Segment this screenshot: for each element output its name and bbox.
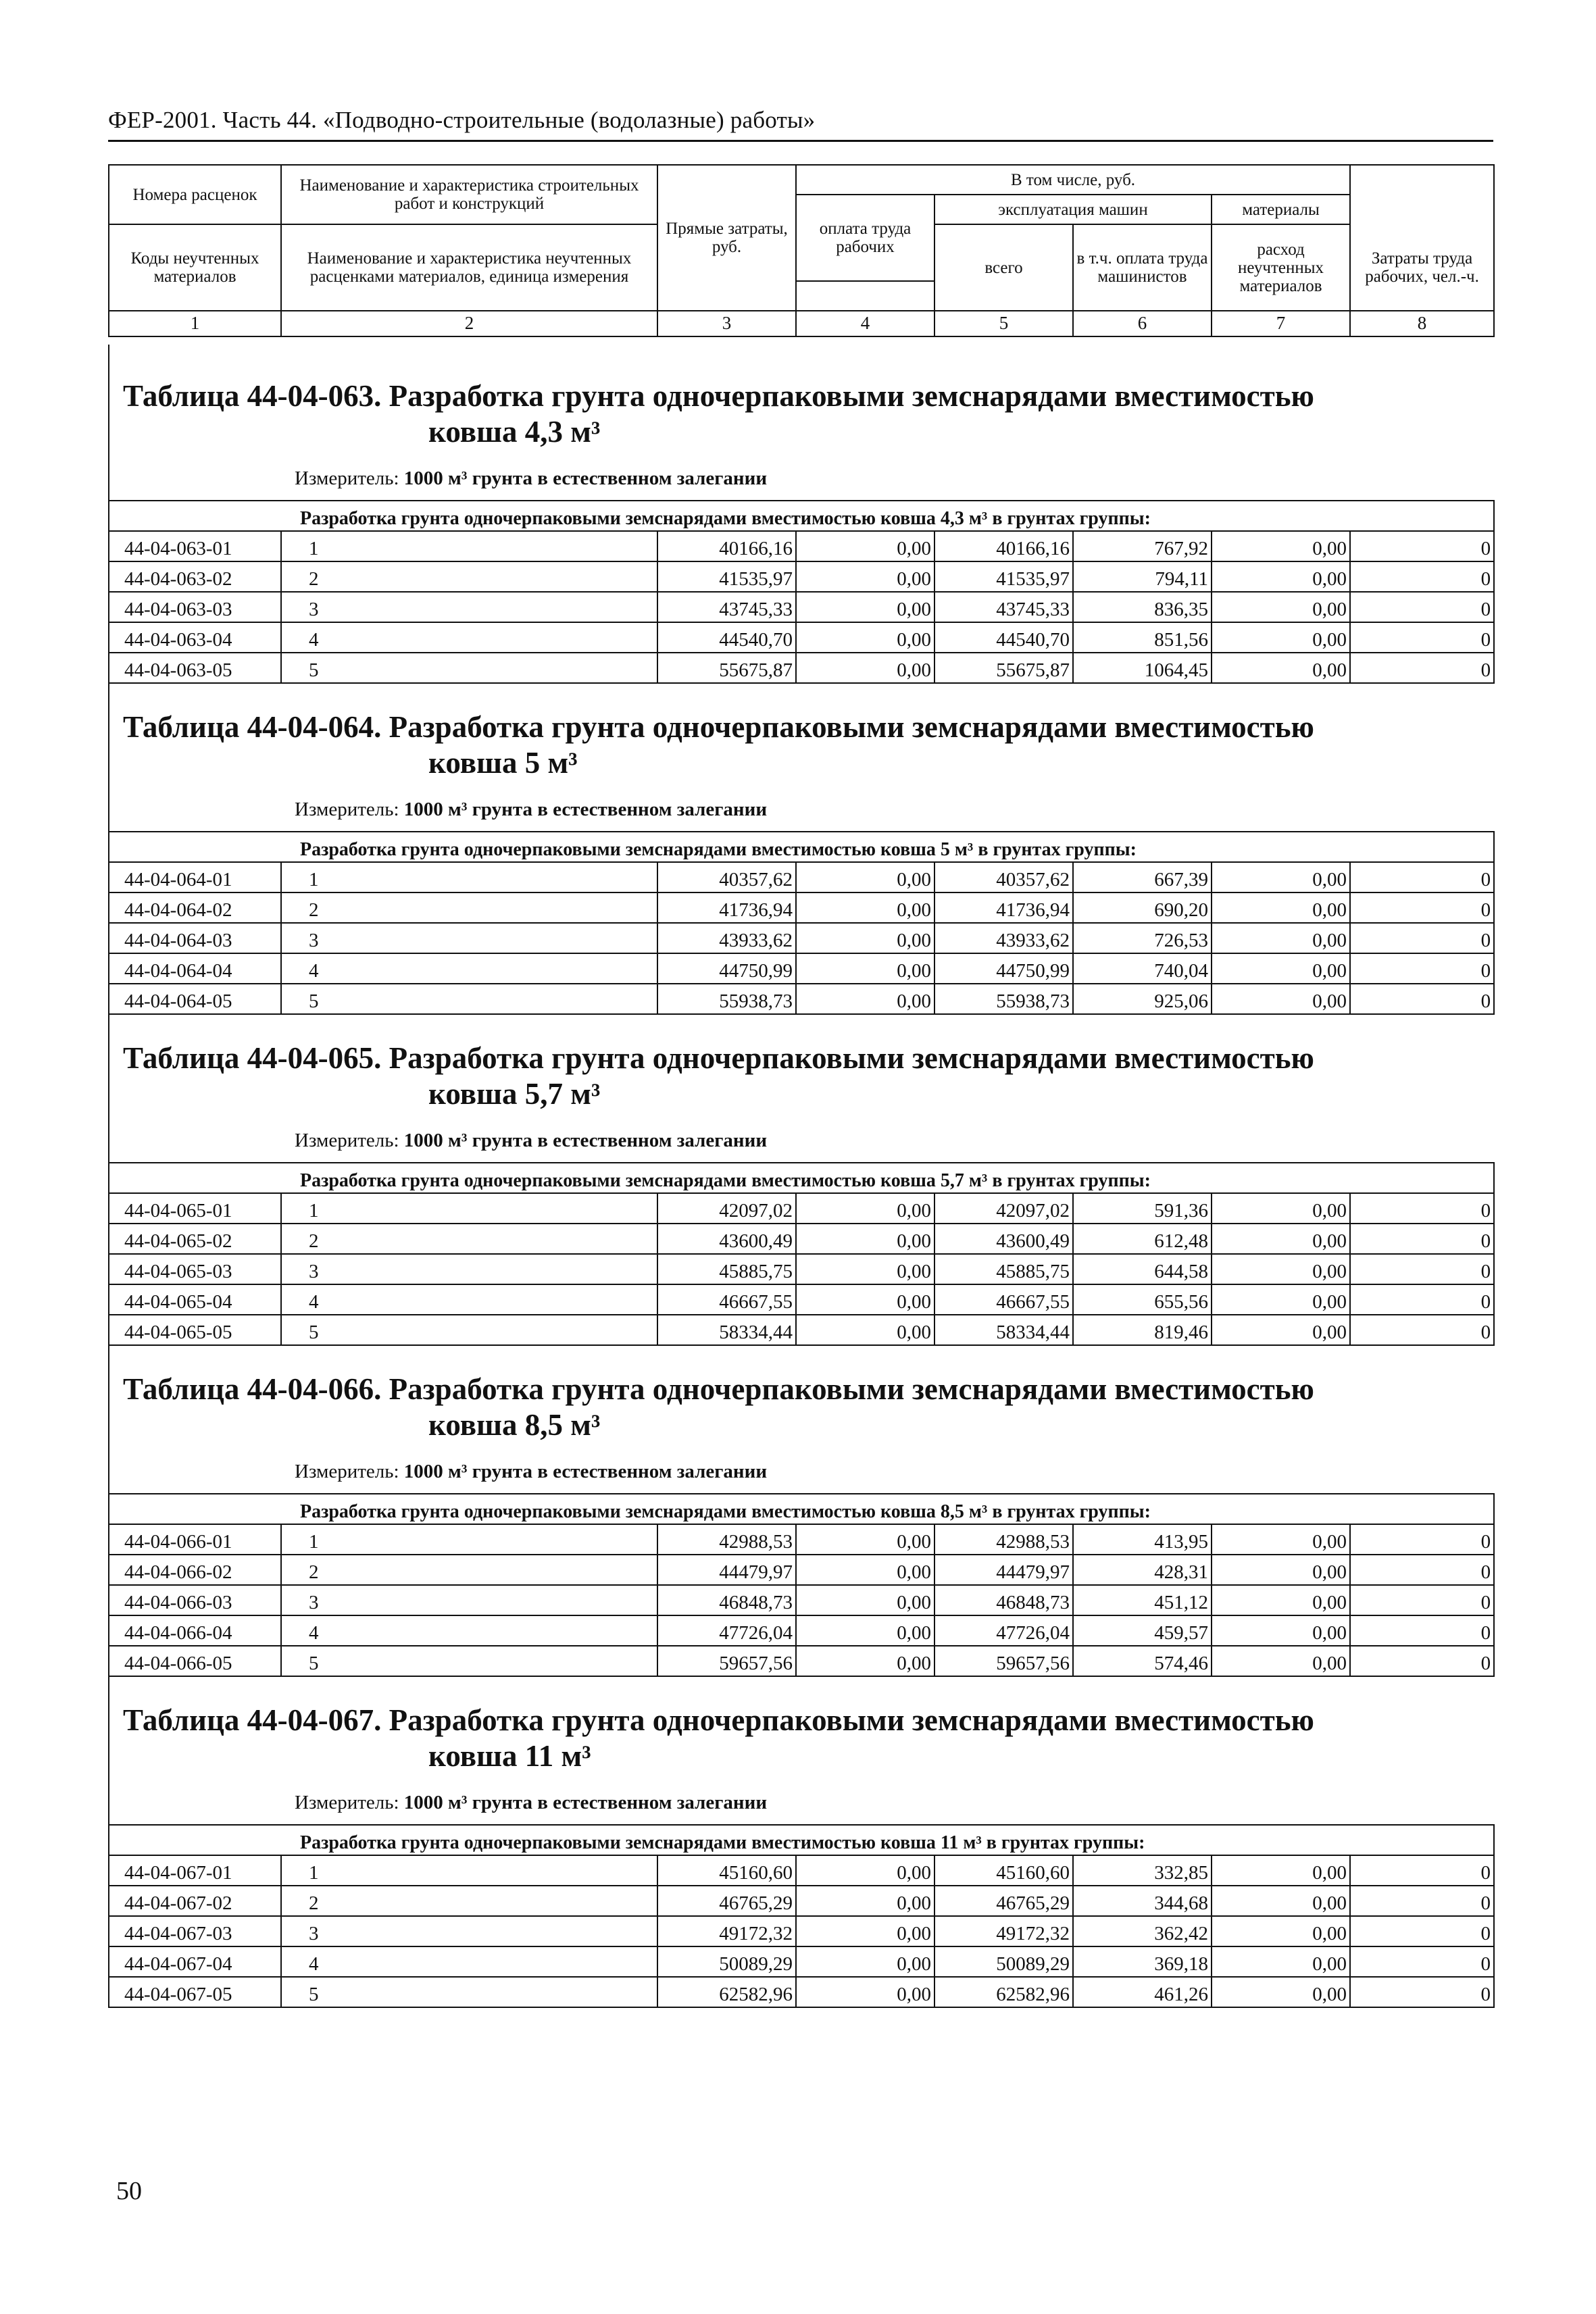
meter-line (295, 1130, 767, 1152)
cost-value: 50089,29 (657, 1946, 796, 1977)
cost-value: 0 (1350, 1855, 1494, 1886)
soil-group: 4 (281, 1946, 657, 1977)
rate-code: 44-04-063-01 (109, 531, 281, 561)
cost-value: 45160,60 (657, 1855, 796, 1886)
cost-value: 1064,45 (1073, 653, 1212, 683)
cost-value: 0,00 (796, 1646, 934, 1676)
header-rate-numbers: Номера расценок (109, 165, 281, 224)
soil-group: 2 (281, 1886, 657, 1916)
rate-code: 44-04-065-03 (109, 1254, 281, 1284)
running-header: ФЕР-2001. Часть 44. «Подводно-строительные (водолазные) работы» (108, 107, 816, 133)
table-row (109, 561, 1494, 592)
cost-value: 0,00 (796, 561, 934, 592)
cost-value: 0,00 (1212, 592, 1350, 622)
cost-value: 41736,94 (934, 892, 1073, 923)
table-row (109, 1946, 1494, 1977)
soil-group: 3 (281, 1585, 657, 1615)
rate-code: 44-04-064-04 (109, 953, 281, 984)
cost-value: 45885,75 (657, 1254, 796, 1284)
table-subheader: Разработка грунта одночерпаковыми земснарядами вместимостью ковша 11 м³ в грунтах группы: (109, 1825, 1494, 1855)
cost-value: 59657,56 (657, 1646, 796, 1676)
table-title-line: ковша 11 м³ (428, 1739, 591, 1774)
cost-value: 58334,44 (657, 1315, 796, 1345)
cost-value: 644,58 (1073, 1254, 1212, 1284)
header-materials: материалы (1212, 195, 1350, 224)
table-row (109, 1977, 1494, 2007)
cost-value: 0 (1350, 622, 1494, 653)
cost-value: 0,00 (796, 1916, 934, 1946)
cost-value: 0,00 (1212, 1916, 1350, 1946)
cost-value: 459,57 (1073, 1615, 1212, 1646)
cost-value: 47726,04 (934, 1615, 1073, 1646)
table-row (109, 862, 1494, 892)
cost-value: 41535,97 (657, 561, 796, 592)
cost-value: 413,95 (1073, 1524, 1212, 1555)
table-title-line: ковша 4,3 м³ (428, 415, 601, 449)
cost-value: 0 (1350, 592, 1494, 622)
cost-value: 0,00 (796, 1193, 934, 1224)
cost-value: 46848,73 (934, 1585, 1073, 1615)
rate-table (108, 1493, 1495, 1677)
rate-code: 44-04-065-02 (109, 1224, 281, 1254)
cost-value: 0,00 (1212, 984, 1350, 1014)
cost-value: 46667,55 (657, 1284, 796, 1315)
meter-line (295, 1461, 767, 1483)
cost-value: 49172,32 (934, 1916, 1073, 1946)
table-row (109, 1284, 1494, 1315)
cost-value: 0 (1350, 561, 1494, 592)
cost-value: 0 (1350, 862, 1494, 892)
cost-value: 0,00 (1212, 862, 1350, 892)
header-machines-total: всего (934, 224, 1073, 311)
header-material-codes: Коды неучтенных материалов (109, 224, 281, 311)
meter-label: Измеритель: (295, 1130, 399, 1151)
cost-value: 851,56 (1073, 622, 1212, 653)
soil-group: 1 (281, 531, 657, 561)
rate-table (108, 500, 1495, 684)
cost-value: 0,00 (1212, 1946, 1350, 1977)
rate-code: 44-04-067-03 (109, 1916, 281, 1946)
cost-value: 0 (1350, 1524, 1494, 1555)
soil-group: 4 (281, 622, 657, 653)
cost-value: 59657,56 (934, 1646, 1073, 1676)
column-header-table (108, 164, 1495, 337)
cost-value: 0,00 (796, 622, 934, 653)
cost-value: 46765,29 (934, 1886, 1073, 1916)
cost-value: 0,00 (796, 1555, 934, 1585)
cost-value: 0,00 (1212, 653, 1350, 683)
cost-value: 344,68 (1073, 1886, 1212, 1916)
cost-value: 612,48 (1073, 1224, 1212, 1254)
table-row (109, 1254, 1494, 1284)
table-row (109, 622, 1494, 653)
cost-value: 43745,33 (934, 592, 1073, 622)
table-row (109, 953, 1494, 984)
table-row (109, 1585, 1494, 1615)
header-machinist-pay: в т.ч. оплата труда машинистов (1073, 224, 1212, 311)
cost-value: 41736,94 (657, 892, 796, 923)
cost-value: 42988,53 (934, 1524, 1073, 1555)
cost-value: 451,12 (1073, 1585, 1212, 1615)
cost-value: 47726,04 (657, 1615, 796, 1646)
cost-value: 44750,99 (934, 953, 1073, 984)
cost-value: 362,42 (1073, 1916, 1212, 1946)
meter-line (295, 1792, 767, 1814)
cost-value: 43933,62 (657, 923, 796, 953)
table-title-line: ковша 5 м³ (428, 746, 578, 780)
rate-table (108, 831, 1495, 1015)
table-subheader: Разработка грунта одночерпаковыми земснарядами вместимостью ковша 4,3 м³ в грунтах группы: (109, 501, 1494, 531)
column-number: 7 (1212, 311, 1350, 336)
cost-value: 0,00 (796, 1254, 934, 1284)
column-number: 8 (1350, 311, 1494, 336)
rate-code: 44-04-065-04 (109, 1284, 281, 1315)
header-machine-operation: эксплуатация машин (934, 195, 1212, 224)
soil-group: 4 (281, 1284, 657, 1315)
cost-value: 0,00 (1212, 1224, 1350, 1254)
cost-value: 726,53 (1073, 923, 1212, 953)
meter-line (295, 468, 767, 490)
soil-group: 3 (281, 1916, 657, 1946)
soil-group: 2 (281, 561, 657, 592)
cost-value: 43600,49 (657, 1224, 796, 1254)
cost-value: 0,00 (796, 923, 934, 953)
cost-value: 655,56 (1073, 1284, 1212, 1315)
cost-value: 43600,49 (934, 1224, 1073, 1254)
cost-value: 0,00 (1212, 1524, 1350, 1555)
cost-value: 46765,29 (657, 1886, 796, 1916)
column-number: 4 (796, 311, 934, 336)
cost-value: 794,11 (1073, 561, 1212, 592)
meter-label: Измеритель: (295, 799, 399, 820)
meter-unit: 1000 м³ грунта в естественном залегании (403, 799, 768, 820)
cost-value: 332,85 (1073, 1855, 1212, 1886)
cost-value: 0 (1350, 653, 1494, 683)
rate-code: 44-04-064-02 (109, 892, 281, 923)
cost-value: 0 (1350, 1946, 1494, 1977)
soil-group: 3 (281, 592, 657, 622)
cost-value: 44540,70 (934, 622, 1073, 653)
cost-value: 0 (1350, 923, 1494, 953)
soil-group: 4 (281, 953, 657, 984)
cost-value: 0,00 (1212, 1315, 1350, 1345)
rate-code: 44-04-065-01 (109, 1193, 281, 1224)
cost-value: 690,20 (1073, 892, 1212, 923)
table-title-line: ковша 5,7 м³ (428, 1077, 601, 1111)
rate-code: 44-04-066-03 (109, 1585, 281, 1615)
cost-value: 667,39 (1073, 862, 1212, 892)
cost-value: 369,18 (1073, 1946, 1212, 1977)
table-title-line: Таблица 44-04-066. Разработка грунта одночерпаковыми земснарядами вместимостью (123, 1372, 1314, 1406)
column-number: 6 (1073, 311, 1212, 336)
cost-value: 0,00 (796, 1284, 934, 1315)
meter-unit: 1000 м³ грунта в естественном залегании (403, 1130, 768, 1151)
cost-value: 58334,44 (934, 1315, 1073, 1345)
table-row (109, 923, 1494, 953)
soil-group: 2 (281, 1555, 657, 1585)
cost-value: 0,00 (796, 1524, 934, 1555)
cost-value: 40166,16 (934, 531, 1073, 561)
table-subheader: Разработка грунта одночерпаковыми земснарядами вместимостью ковша 5,7 м³ в грунтах группы: (109, 1163, 1494, 1193)
cost-value: 44479,97 (934, 1555, 1073, 1585)
table-title (123, 378, 1488, 450)
meter-label: Измеритель: (295, 1461, 399, 1482)
cost-value: 0,00 (1212, 531, 1350, 561)
table-title-line: Таблица 44-04-065. Разработка грунта одночерпаковыми земснарядами вместимостью (123, 1041, 1314, 1075)
table-subheader: Разработка грунта одночерпаковыми земснарядами вместимостью ковша 5 м³ в грунтах группы: (109, 832, 1494, 862)
cost-value: 0 (1350, 1615, 1494, 1646)
cost-value: 46667,55 (934, 1284, 1073, 1315)
cost-value: 0,00 (796, 531, 934, 561)
cost-value: 0,00 (1212, 1886, 1350, 1916)
cost-value: 461,26 (1073, 1977, 1212, 2007)
header-worker-pay: оплата труда рабочих (796, 195, 934, 281)
soil-group: 3 (281, 923, 657, 953)
table-row (109, 1524, 1494, 1555)
cost-value: 0,00 (796, 1946, 934, 1977)
header-labor-top-spacer (1350, 165, 1494, 224)
rate-code: 44-04-063-05 (109, 653, 281, 683)
table-row (109, 1555, 1494, 1585)
cost-value: 40166,16 (657, 531, 796, 561)
rate-code: 44-04-067-04 (109, 1946, 281, 1977)
cost-value: 819,46 (1073, 1315, 1212, 1345)
cost-value: 55675,87 (934, 653, 1073, 683)
table-row (109, 592, 1494, 622)
cost-value: 0 (1350, 1916, 1494, 1946)
rate-code: 44-04-064-05 (109, 984, 281, 1014)
rate-code: 44-04-063-03 (109, 592, 281, 622)
cost-value: 0 (1350, 531, 1494, 561)
soil-group: 2 (281, 892, 657, 923)
cost-value: 0 (1350, 1224, 1494, 1254)
cost-value: 0,00 (796, 592, 934, 622)
cost-value: 44479,97 (657, 1555, 796, 1585)
table-title-line: Таблица 44-04-063. Разработка грунта одночерпаковыми земснарядами вместимостью (123, 379, 1314, 413)
cost-value: 0,00 (796, 1585, 934, 1615)
cost-value: 0,00 (1212, 923, 1350, 953)
cost-value: 0,00 (796, 953, 934, 984)
meter-label: Измеритель: (295, 1792, 399, 1813)
meter-unit: 1000 м³ грунта в естественном залегании (403, 1461, 768, 1482)
cost-value: 0,00 (1212, 1585, 1350, 1615)
cost-value: 0,00 (1212, 561, 1350, 592)
soil-group: 3 (281, 1254, 657, 1284)
cost-value: 0,00 (1212, 622, 1350, 653)
cost-value: 574,46 (1073, 1646, 1212, 1676)
page-number: 50 (116, 2177, 142, 2205)
rate-code: 44-04-067-05 (109, 1977, 281, 2007)
table-title-line: Таблица 44-04-067. Разработка грунта одночерпаковыми земснарядами вместимостью (123, 1703, 1314, 1737)
table-row (109, 1193, 1494, 1224)
table-title (123, 709, 1488, 781)
soil-group: 4 (281, 1615, 657, 1646)
soil-group: 5 (281, 1977, 657, 2007)
table-row (109, 1615, 1494, 1646)
meter-unit: 1000 м³ грунта в естественном залегании (403, 1792, 768, 1813)
cost-value: 0,00 (1212, 1646, 1350, 1676)
cost-value: 0,00 (796, 1855, 934, 1886)
cost-value: 62582,96 (657, 1977, 796, 2007)
cost-value: 0 (1350, 1284, 1494, 1315)
cost-value: 0,00 (796, 1886, 934, 1916)
rate-code: 44-04-064-03 (109, 923, 281, 953)
cost-value: 0 (1350, 1646, 1494, 1676)
rate-table (108, 1162, 1495, 1346)
cost-value: 0 (1350, 1585, 1494, 1615)
rate-code: 44-04-067-01 (109, 1855, 281, 1886)
soil-group: 5 (281, 984, 657, 1014)
cost-value: 0,00 (796, 1224, 934, 1254)
column-number: 2 (281, 311, 657, 336)
soil-group: 2 (281, 1224, 657, 1254)
soil-group: 5 (281, 1315, 657, 1345)
cost-value: 0 (1350, 892, 1494, 923)
cost-value: 0,00 (796, 1315, 934, 1345)
cost-value: 0 (1350, 1977, 1494, 2007)
cost-value: 45160,60 (934, 1855, 1073, 1886)
meter-label: Измеритель: (295, 468, 399, 489)
table-subheader: Разработка грунта одночерпаковыми земснарядами вместимостью ковша 8,5 м³ в грунтах группы: (109, 1494, 1494, 1524)
cost-value: 428,31 (1073, 1555, 1212, 1585)
soil-group: 5 (281, 653, 657, 683)
table-row (109, 1224, 1494, 1254)
cost-value: 0,00 (1212, 1977, 1350, 2007)
cost-value: 591,36 (1073, 1193, 1212, 1224)
table-row (109, 892, 1494, 923)
cost-value: 0,00 (796, 984, 934, 1014)
table-title (123, 1040, 1488, 1112)
table-title (123, 1372, 1488, 1443)
rate-table (108, 1824, 1495, 2008)
table-row (109, 1855, 1494, 1886)
cost-value: 0,00 (1212, 1555, 1350, 1585)
table-row (109, 1646, 1494, 1676)
cost-value: 0 (1350, 1555, 1494, 1585)
cost-value: 0,00 (796, 1977, 934, 2007)
cost-value: 44750,99 (657, 953, 796, 984)
table-row (109, 531, 1494, 561)
cost-value: 740,04 (1073, 953, 1212, 984)
cost-value: 925,06 (1073, 984, 1212, 1014)
cost-value: 0 (1350, 1193, 1494, 1224)
header-direct-costs: Прямые затраты, руб. (657, 165, 796, 311)
rate-code: 44-04-066-05 (109, 1646, 281, 1676)
cost-value: 0,00 (1212, 1193, 1350, 1224)
cost-value: 0 (1350, 1315, 1494, 1345)
cost-value: 0,00 (1212, 1615, 1350, 1646)
header-labor-costs: Затраты труда рабочих, чел.-ч. (1350, 224, 1494, 311)
cost-value: 55938,73 (657, 984, 796, 1014)
cost-value: 55675,87 (657, 653, 796, 683)
rate-code: 44-04-066-02 (109, 1555, 281, 1585)
column-number: 5 (934, 311, 1073, 336)
cost-value: 0,00 (1212, 1284, 1350, 1315)
soil-group: 5 (281, 1646, 657, 1676)
cost-value: 0,00 (1212, 953, 1350, 984)
cost-value: 0,00 (1212, 1855, 1350, 1886)
soil-group: 1 (281, 1524, 657, 1555)
cost-value: 50089,29 (934, 1946, 1073, 1977)
column-number: 1 (109, 311, 281, 336)
cost-value: 46848,73 (657, 1585, 796, 1615)
cost-value: 0 (1350, 1254, 1494, 1284)
soil-group: 1 (281, 1855, 657, 1886)
cost-value: 0,00 (796, 653, 934, 683)
rate-code: 44-04-063-02 (109, 561, 281, 592)
meter-line (295, 799, 767, 821)
cost-value: 49172,32 (657, 1916, 796, 1946)
cost-value: 0,00 (796, 892, 934, 923)
header-material-consumption: расход неучтенных материалов (1212, 224, 1350, 311)
cost-value: 0,00 (1212, 892, 1350, 923)
cost-value: 43745,33 (657, 592, 796, 622)
cost-value: 0 (1350, 953, 1494, 984)
soil-group: 1 (281, 862, 657, 892)
rate-code: 44-04-066-01 (109, 1524, 281, 1555)
rate-code: 44-04-066-04 (109, 1615, 281, 1646)
cost-value: 767,92 (1073, 531, 1212, 561)
header-material-names: Наименование и характеристика неучтенных расценками материалов, единица измерения (281, 224, 657, 311)
cost-value: 55938,73 (934, 984, 1073, 1014)
table-title-line: Таблица 44-04-064. Разработка грунта одночерпаковыми земснарядами вместимостью (123, 710, 1314, 744)
cost-value: 44540,70 (657, 622, 796, 653)
cost-value: 0,00 (796, 1615, 934, 1646)
header-including: В том числе, руб. (796, 165, 1350, 195)
cost-value: 0 (1350, 1886, 1494, 1916)
cost-value: 62582,96 (934, 1977, 1073, 2007)
table-row (109, 1315, 1494, 1345)
table-title (123, 1703, 1488, 1774)
meter-unit: 1000 м³ грунта в естественном залегании (403, 468, 768, 489)
rate-code: 44-04-064-01 (109, 862, 281, 892)
cost-value: 43933,62 (934, 923, 1073, 953)
cost-value: 0 (1350, 984, 1494, 1014)
rate-code: 44-04-067-02 (109, 1886, 281, 1916)
cost-value: 42097,02 (934, 1193, 1073, 1224)
table-title-line: ковша 8,5 м³ (428, 1408, 601, 1442)
cost-value: 0,00 (796, 862, 934, 892)
cost-value: 41535,97 (934, 561, 1073, 592)
cost-value: 42097,02 (657, 1193, 796, 1224)
cost-value: 42988,53 (657, 1524, 796, 1555)
table-row (109, 653, 1494, 683)
table-row (109, 1886, 1494, 1916)
soil-group: 1 (281, 1193, 657, 1224)
cost-value: 0,00 (1212, 1254, 1350, 1284)
rate-code: 44-04-065-05 (109, 1315, 281, 1345)
cost-value: 40357,62 (934, 862, 1073, 892)
header-rule (108, 140, 1493, 142)
rate-code: 44-04-063-04 (109, 622, 281, 653)
cost-value: 40357,62 (657, 862, 796, 892)
header-work-name: Наименование и характеристика строительных работ и конструкций (281, 165, 657, 224)
cost-value: 45885,75 (934, 1254, 1073, 1284)
column-number: 3 (657, 311, 796, 336)
table-row (109, 984, 1494, 1014)
cost-value: 836,35 (1073, 592, 1212, 622)
table-row (109, 1916, 1494, 1946)
